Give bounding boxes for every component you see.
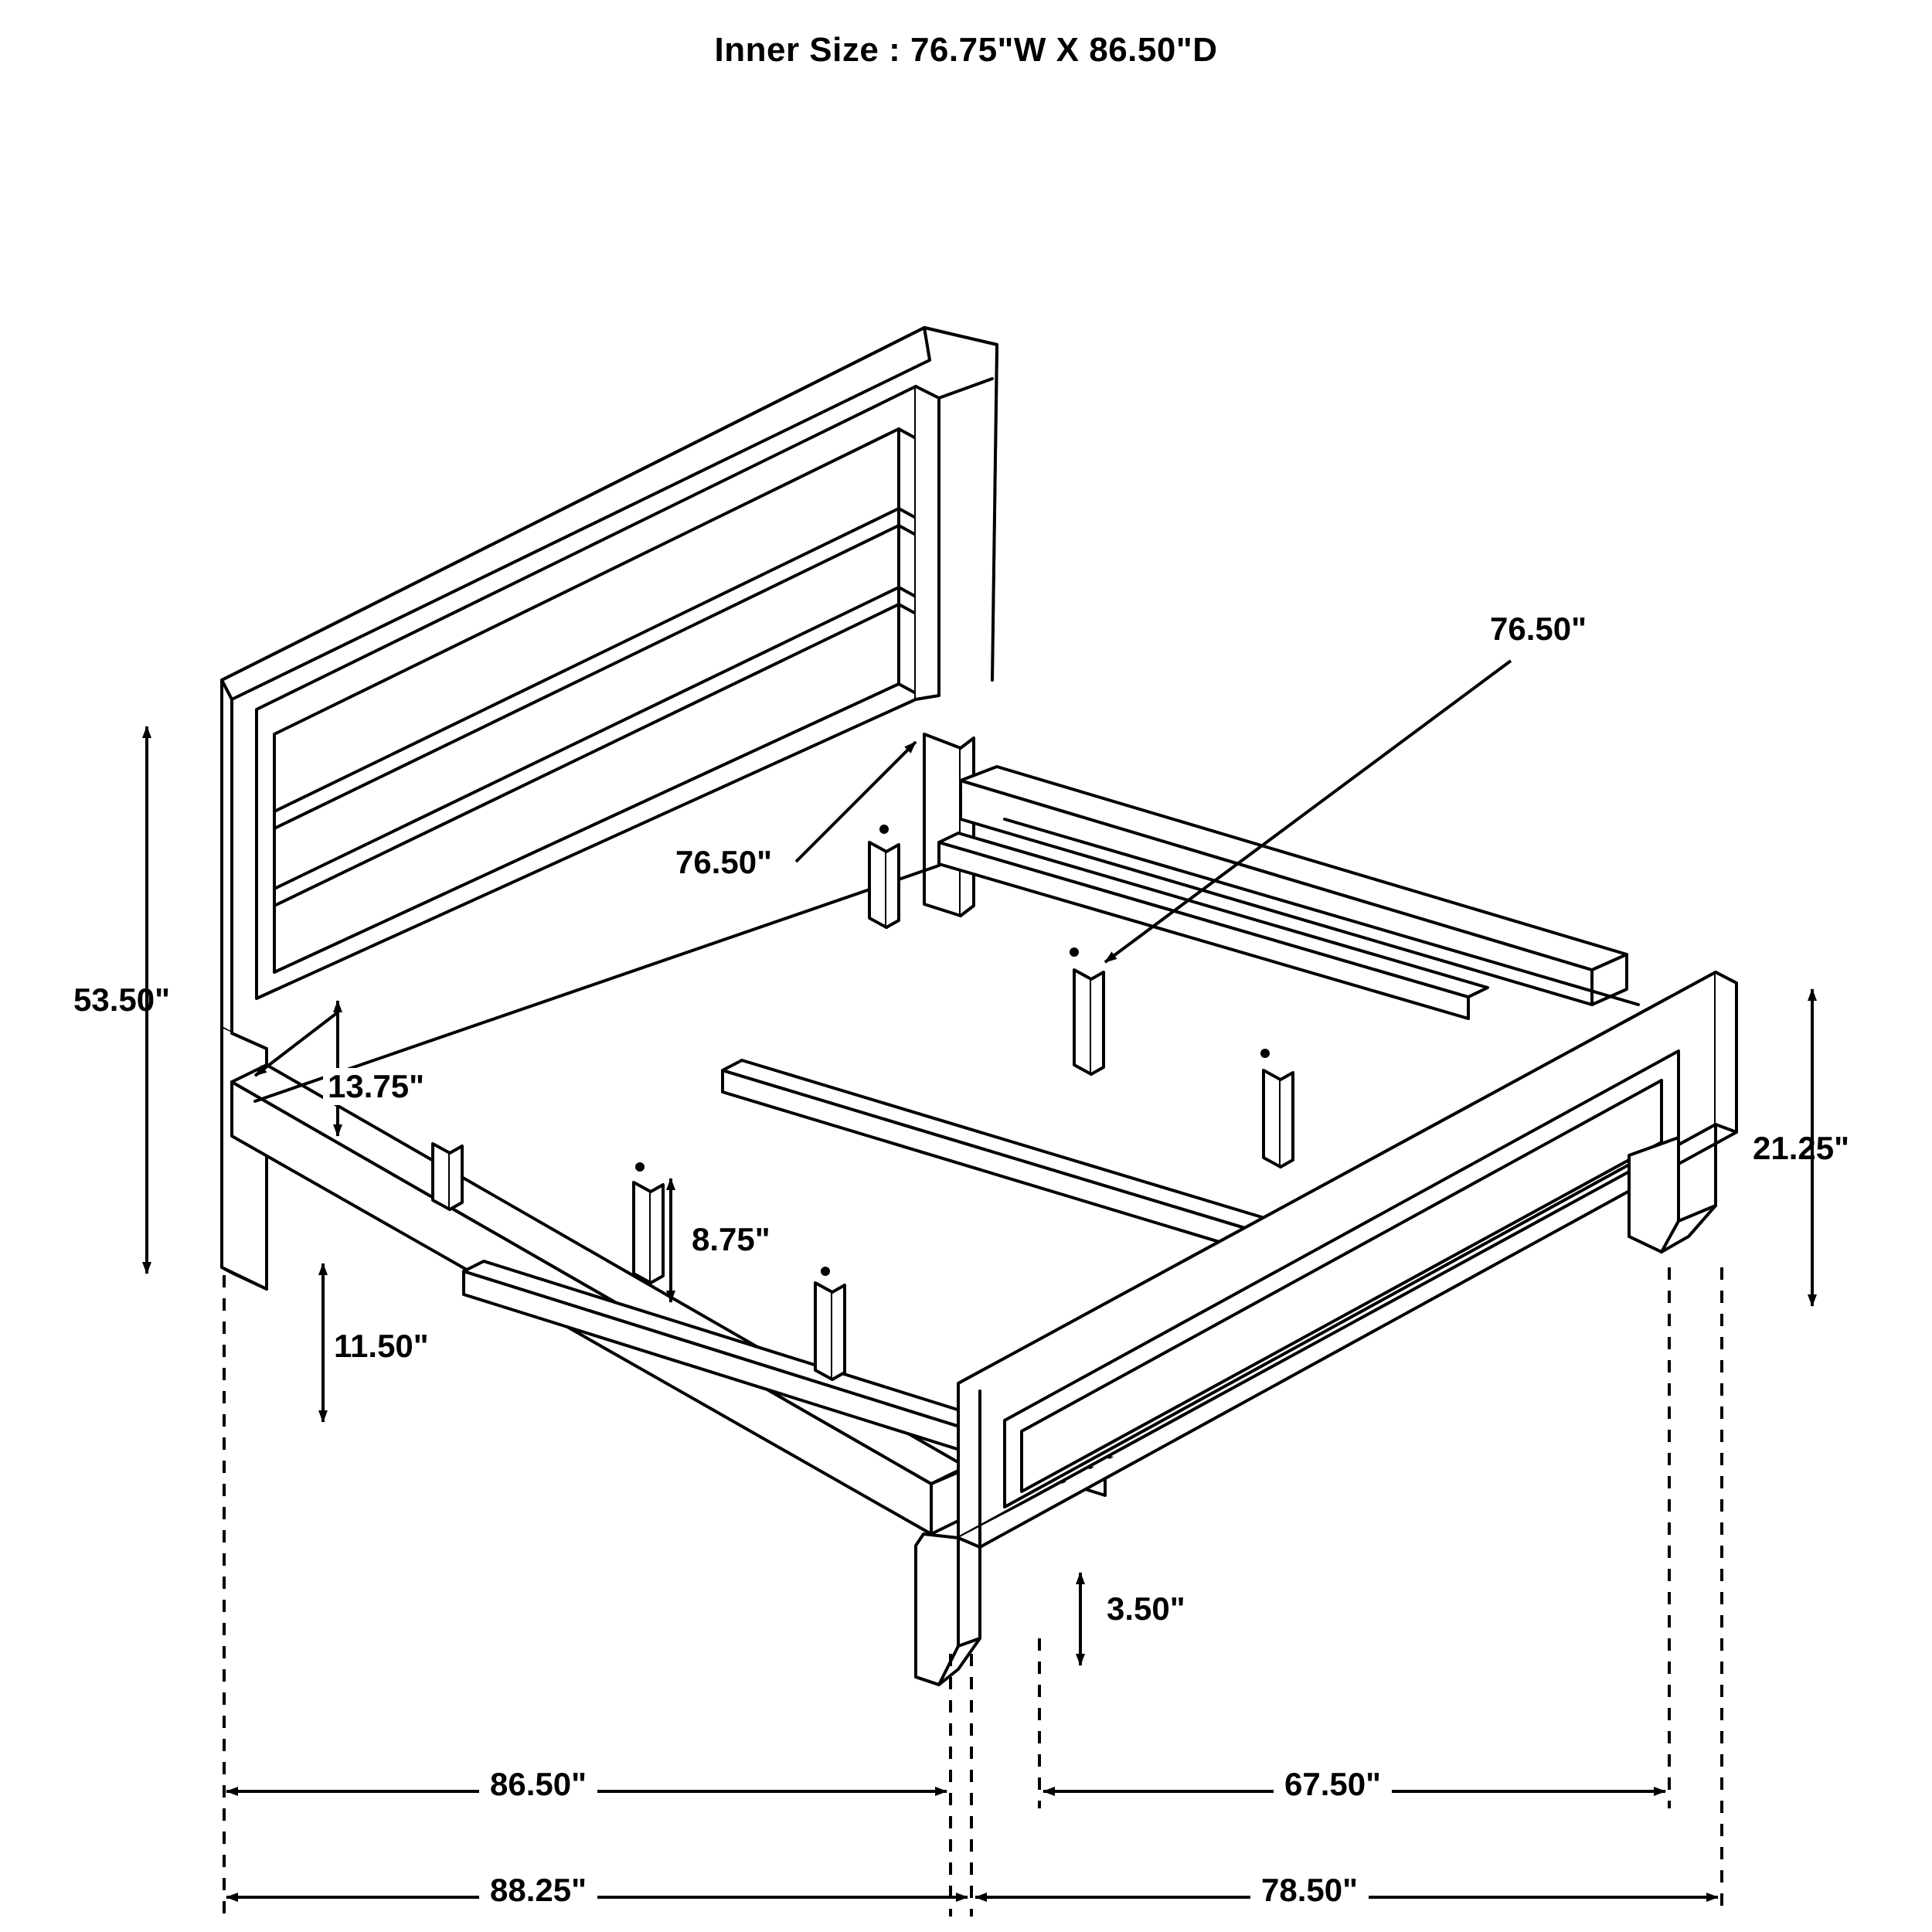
dim-label-slat-height: 13.75": [323, 1068, 429, 1105]
footboard-group: [916, 972, 1736, 1685]
leader-slat-height: [255, 1012, 338, 1076]
dim-label-footboard-overall-width: 78.50": [1250, 1872, 1369, 1909]
dim-label-footboard-height: 21.25": [1753, 1130, 1850, 1166]
dim-label-rail-floor-height: 11.50": [334, 1328, 429, 1364]
dim-label-inner-depth: 86.50": [479, 1766, 597, 1803]
dim-label-footboard-inner-width: 67.50": [1274, 1766, 1392, 1803]
dim-label-headboard-top-width: 76.50": [1490, 611, 1587, 647]
page-title: Inner Size : 76.75"W X 86.50"D: [714, 31, 1218, 69]
dim-label-overall-depth: 88.25": [479, 1872, 597, 1909]
dim-label-headboard-height: 53.50": [73, 981, 171, 1018]
dim-label-center-support-height: 8.75": [692, 1221, 770, 1257]
dim-label-foot-leg-height: 3.50": [1107, 1590, 1185, 1627]
dim-label-headboard-panel-width: 76.50": [671, 844, 777, 881]
